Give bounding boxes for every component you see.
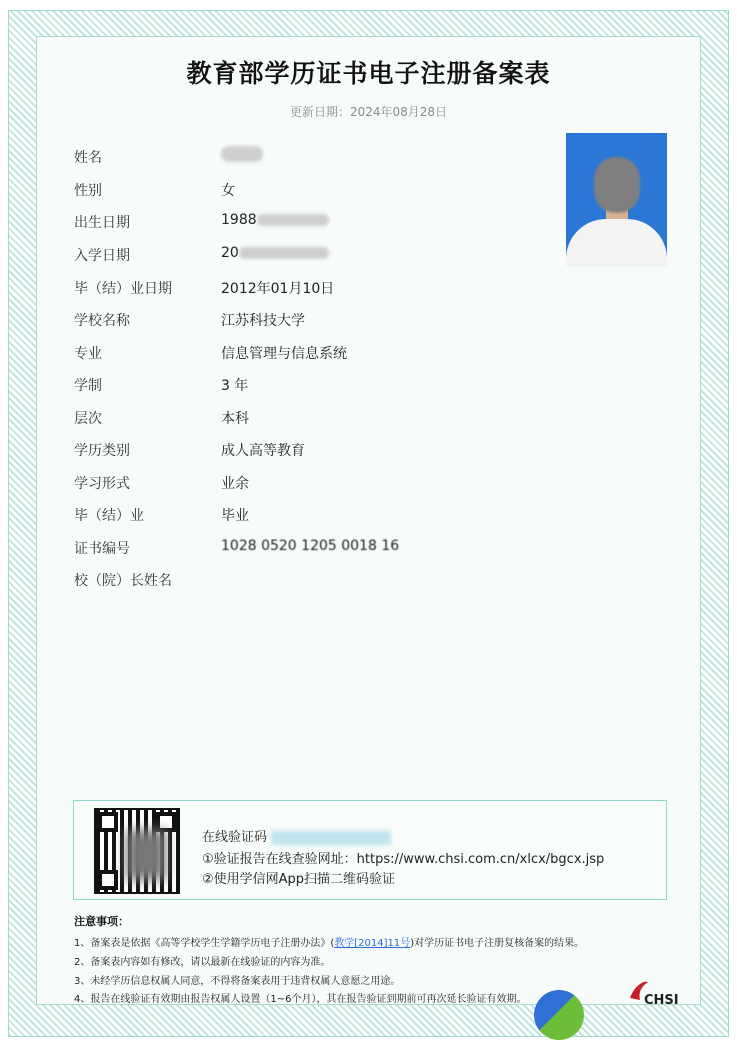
field-value-completion: 毕业 bbox=[221, 508, 249, 524]
field-label-school: 学校名称 bbox=[74, 313, 130, 329]
field-label-major: 专业 bbox=[74, 346, 102, 362]
regulation-link[interactable]: 教学[2014]11号 bbox=[334, 938, 411, 949]
field-value-name bbox=[221, 146, 263, 162]
field-label-enroll-date: 入学日期 bbox=[74, 248, 130, 264]
verify-code-line: 在线验证码 bbox=[202, 826, 391, 845]
field-label-birthdate: 出生日期 bbox=[74, 215, 130, 231]
field-label-completion: 毕（结）业 bbox=[74, 508, 144, 524]
redacted-mark bbox=[257, 214, 329, 226]
watermark-logo-icon bbox=[534, 990, 584, 1040]
note-3: 3、未经学历信息权属人同意，不得将备案表用于违背权属人意愿之用途。 bbox=[74, 976, 401, 987]
field-label-gender: 性别 bbox=[74, 183, 102, 199]
svg-text:CHSI: CHSI bbox=[644, 993, 679, 1008]
field-value-study-form: 业余 bbox=[221, 476, 249, 492]
verify-url-line[interactable]: ①验证报告在线查验网址：https://www.chsi.com.cn/xlcx/bgcx.jsp bbox=[202, 852, 605, 867]
redacted-mark bbox=[221, 146, 263, 162]
field-label-study-form: 学习形式 bbox=[74, 476, 130, 492]
verify-app-line: ②使用学信网App扫描二维码验证 bbox=[202, 872, 396, 887]
field-value-school: 江苏科技大学 bbox=[221, 313, 305, 329]
qr-code[interactable] bbox=[94, 808, 180, 894]
field-value-gender: 女 bbox=[221, 183, 235, 199]
note-2: 2、备案表内容如有修改，请以最新在线验证的内容为准。 bbox=[74, 957, 331, 968]
field-value-birthdate: 1988 bbox=[221, 212, 329, 228]
note-4: 4、报告在线验证有效期由报告权属人设置（1~6个月），其在报告验证到期前可再次延长验证有效期。 bbox=[74, 994, 527, 1005]
field-value-level: 本科 bbox=[221, 411, 249, 427]
field-label-cert-number: 证书编号 bbox=[74, 541, 130, 557]
site-watermark bbox=[534, 990, 734, 1040]
field-value-grad-date: 2012年01月10日 bbox=[221, 281, 335, 297]
field-value-enroll-date: 20 bbox=[221, 245, 329, 261]
field-value-duration: 3 年 bbox=[221, 378, 249, 394]
field-label-duration: 学制 bbox=[74, 378, 102, 394]
field-label-name: 姓名 bbox=[74, 150, 102, 166]
field-label-level: 层次 bbox=[74, 411, 102, 427]
note-1: 1、备案表是依据《高等学校学生学籍学历电子注册办法》(教学[2014]11号)对学历证书电子注册复核备案的结果。 bbox=[74, 938, 585, 949]
redacted-mark bbox=[239, 247, 329, 259]
id-photo bbox=[566, 133, 667, 267]
field-value-cert-number: 1028 0520 1205 0018 16 bbox=[221, 538, 400, 554]
document-title: 教育部学历证书电子注册备案表 bbox=[186, 59, 551, 88]
redacted-verify-code bbox=[271, 831, 391, 845]
field-value-edu-type: 成人高等教育 bbox=[221, 443, 305, 459]
notes-title: 注意事项： bbox=[74, 915, 129, 928]
field-value-major: 信息管理与信息系统 bbox=[221, 346, 347, 362]
update-date: 更新日期：2024年08月28日 bbox=[289, 105, 448, 119]
field-label-edu-type: 学历类别 bbox=[74, 443, 130, 459]
field-label-grad-date: 毕（结）业日期 bbox=[74, 281, 172, 297]
field-label-president: 校（院）长姓名 bbox=[74, 573, 172, 589]
blurred-face bbox=[594, 157, 640, 213]
